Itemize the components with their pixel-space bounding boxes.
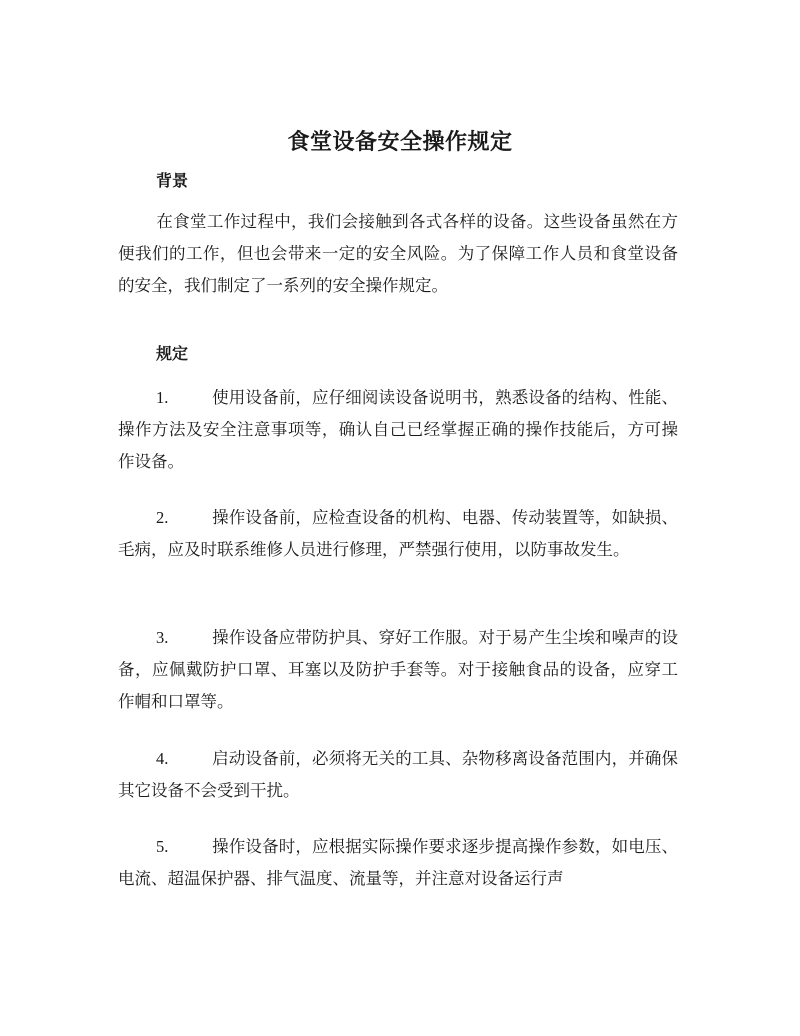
rule-item-2 [118,502,678,566]
rule-item-5 [118,831,678,895]
rule-number: 1. [156,388,169,407]
rule-item-3 [118,622,678,718]
rule-text: 启动设备前，必须将无关的工具、杂物移离设备范围内，并确保其它设备不会受到干扰。 [118,749,678,800]
rule-number: 2. [156,508,169,527]
rule-text: 操作设备前，应检查设备的机构、电器、传动装置等，如缺损、毛病，应及时联系维修人员进行修理，严禁强行使用，以防事故发生。 [118,508,678,559]
rule-number: 5. [156,837,169,856]
rule-item-4 [118,743,678,807]
rule-number: 4. [156,749,169,768]
rules-heading: 规定 [156,344,189,363]
background-paragraph [118,206,678,302]
rule-text: 操作设备应带防护具、穿好工作服。对于易产生尘埃和噪声的设备，应佩戴防护口罩、耳塞以及防护手套等。对于接触食品的设备，应穿工作帽和口罩等。 [118,628,678,711]
background-text: 在食堂工作过程中，我们会接触到各式各样的设备。这些设备虽然在方便我们的工作，但也会带来一定的安全风险。为了保障工作人员和食堂设备的安全，我们制定了一系列的安全操作规定。 [118,212,678,295]
background-heading: 背景 [156,171,189,190]
rule-text: 使用设备前，应仔细阅读设备说明书，熟悉设备的结构、性能、操作方法及安全注意事项等，确认自己已经掌握正确的操作技能后，方可操作设备。 [118,388,678,471]
document-title: 食堂设备安全操作规定 [287,129,513,155]
rule-number: 3. [156,628,169,647]
rule-text: 操作设备时，应根据实际操作要求逐步提高操作参数，如电压、电流、超温保护器、排气温度、流量等，并注意对设备运行声 [118,837,678,888]
rule-item-1 [118,382,678,478]
